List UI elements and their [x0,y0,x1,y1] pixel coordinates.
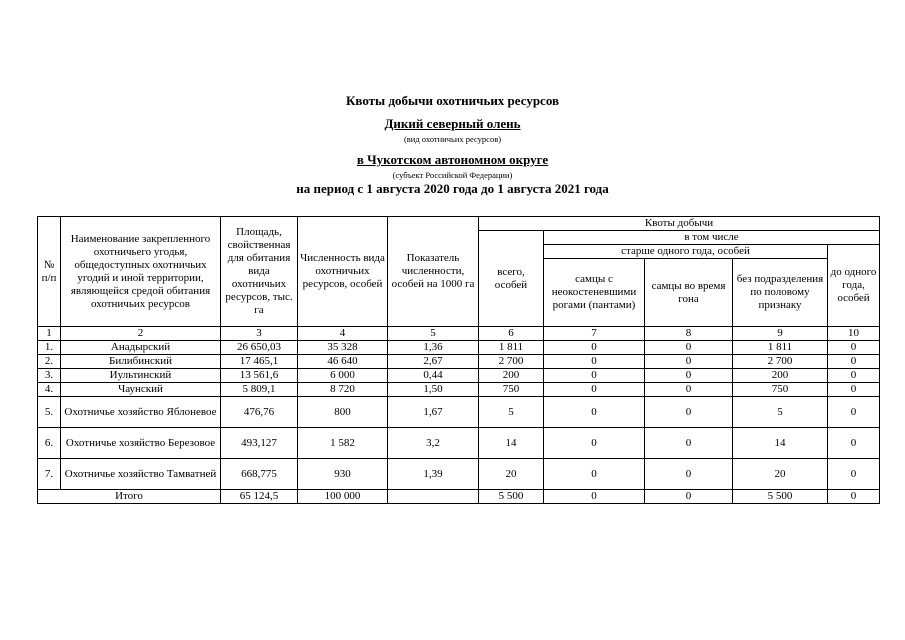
header-area: Площадь, свойственная для обитания вида охотничьих ресурсов, тыс. га [221,217,298,327]
header-total: всего, особей [479,231,544,327]
column-number: 1 [38,327,61,341]
column-number: 3 [221,327,298,341]
cell-males-rut: 0 [645,369,733,383]
cell-under-one: 0 [828,459,880,490]
cell-males-antlers: 0 [544,369,645,383]
total-males-antlers: 0 [544,490,645,504]
row-number: 2. [38,355,61,369]
total-no-sex: 5 500 [733,490,828,504]
cell-area: 17 465,1 [221,355,298,369]
cell-under-one: 0 [828,428,880,459]
row-name: Охотничье хозяйство Березовое [61,428,221,459]
row-name: Чаунский [61,383,221,397]
total-area: 65 124,5 [221,490,298,504]
cell-area: 26 650,03 [221,341,298,355]
document-title: Квоты добычи охотничьих ресурсов [345,93,560,108]
period-text: на период с 1 августа 2020 года до 1 августа 2021 года [296,181,609,196]
cell-males-antlers: 0 [544,383,645,397]
cell-males-rut: 0 [645,459,733,490]
region-name: в Чукотском автономном округе [356,152,549,167]
cell-area: 493,127 [221,428,298,459]
header-including: в том числе [544,231,880,245]
table-row [38,428,880,459]
cell-density: 1,36 [388,341,479,355]
cell-population: 8 720 [298,383,388,397]
cell-total: 2 700 [479,355,544,369]
column-number: 4 [298,327,388,341]
row-number: 7. [38,459,61,490]
cell-no-sex: 200 [733,369,828,383]
table-row [38,459,880,490]
cell-total: 20 [479,459,544,490]
column-number: 10 [828,327,880,341]
species-caption: (вид охотничьих ресурсов) [403,134,502,144]
header-older-than-one: старше одного года, особей [544,245,828,259]
header-males-rut: самцы во время гона [645,259,733,327]
table-row [38,397,880,428]
header-quota-group: Квоты добычи [479,217,880,231]
total-males-rut: 0 [645,490,733,504]
table-row [38,341,880,355]
header-population: Численность вида охотничьих ресурсов, особей [298,217,388,327]
header-under-one: до одного года, особей [828,245,880,327]
cell-density: 0,44 [388,369,479,383]
cell-area: 5 809,1 [221,383,298,397]
cell-density: 1,39 [388,459,479,490]
cell-males-rut: 0 [645,355,733,369]
cell-males-rut: 0 [645,383,733,397]
species-name: Дикий северный олень [384,116,521,131]
column-number: 5 [388,327,479,341]
cell-population: 930 [298,459,388,490]
cell-density: 1,50 [388,383,479,397]
cell-population: 6 000 [298,369,388,383]
cell-no-sex: 14 [733,428,828,459]
cell-males-rut: 0 [645,397,733,428]
header-density: Показатель численности, особей на 1000 га [388,217,479,327]
row-number: 1. [38,341,61,355]
header-name: Наименование закрепленного охотничьего угодья, общедоступных охотничьих угодий и иной территории, являющейся средой обитания охотничьих ресурсов [61,217,221,327]
row-number: 6. [38,428,61,459]
row-name: Анадырский [61,341,221,355]
cell-under-one: 0 [828,383,880,397]
cell-total: 5 [479,397,544,428]
total-population: 100 000 [298,490,388,504]
cell-males-rut: 0 [645,341,733,355]
cell-population: 46 640 [298,355,388,369]
cell-total: 1 811 [479,341,544,355]
column-number: 9 [733,327,828,341]
cell-density: 2,67 [388,355,479,369]
total-density [388,490,479,504]
quota-table [37,216,880,504]
cell-no-sex: 2 700 [733,355,828,369]
region-caption: (субъект Российской Федерации) [392,170,513,180]
cell-total: 200 [479,369,544,383]
row-number: 5. [38,397,61,428]
table-row [38,369,880,383]
column-numbers-row [38,327,880,341]
cell-total: 14 [479,428,544,459]
cell-density: 3,2 [388,428,479,459]
total-row [38,490,880,504]
column-number: 7 [544,327,645,341]
cell-area: 668,775 [221,459,298,490]
column-number: 6 [479,327,544,341]
cell-under-one: 0 [828,397,880,428]
cell-area: 13 561,6 [221,369,298,383]
cell-population: 800 [298,397,388,428]
column-number: 8 [645,327,733,341]
cell-area: 476,76 [221,397,298,428]
cell-population: 35 328 [298,341,388,355]
header-males-antlers: самцы с неокостеневшими рогами (пантами) [544,259,645,327]
cell-no-sex: 750 [733,383,828,397]
cell-total: 750 [479,383,544,397]
row-name: Охотничье хозяйство Тамватней [61,459,221,490]
row-name: Иультинский [61,369,221,383]
cell-males-antlers: 0 [544,459,645,490]
header-num: № п/п [38,217,61,327]
cell-density: 1,67 [388,397,479,428]
row-number: 4. [38,383,61,397]
row-number: 3. [38,369,61,383]
table-row [38,355,880,369]
total-label: Итого [38,490,221,504]
cell-under-one: 0 [828,341,880,355]
cell-population: 1 582 [298,428,388,459]
cell-no-sex: 1 811 [733,341,828,355]
table-row [38,383,880,397]
cell-males-antlers: 0 [544,397,645,428]
cell-under-one: 0 [828,369,880,383]
cell-males-antlers: 0 [544,355,645,369]
total-total: 5 500 [479,490,544,504]
cell-males-antlers: 0 [544,341,645,355]
cell-under-one: 0 [828,355,880,369]
cell-males-antlers: 0 [544,428,645,459]
column-number: 2 [61,327,221,341]
header-no-sex-division: без подразделения по половому признаку [733,259,828,327]
total-under-one: 0 [828,490,880,504]
row-name: Билибинский [61,355,221,369]
cell-males-rut: 0 [645,428,733,459]
row-name: Охотничье хозяйство Яблоневое [61,397,221,428]
cell-no-sex: 5 [733,397,828,428]
cell-no-sex: 20 [733,459,828,490]
